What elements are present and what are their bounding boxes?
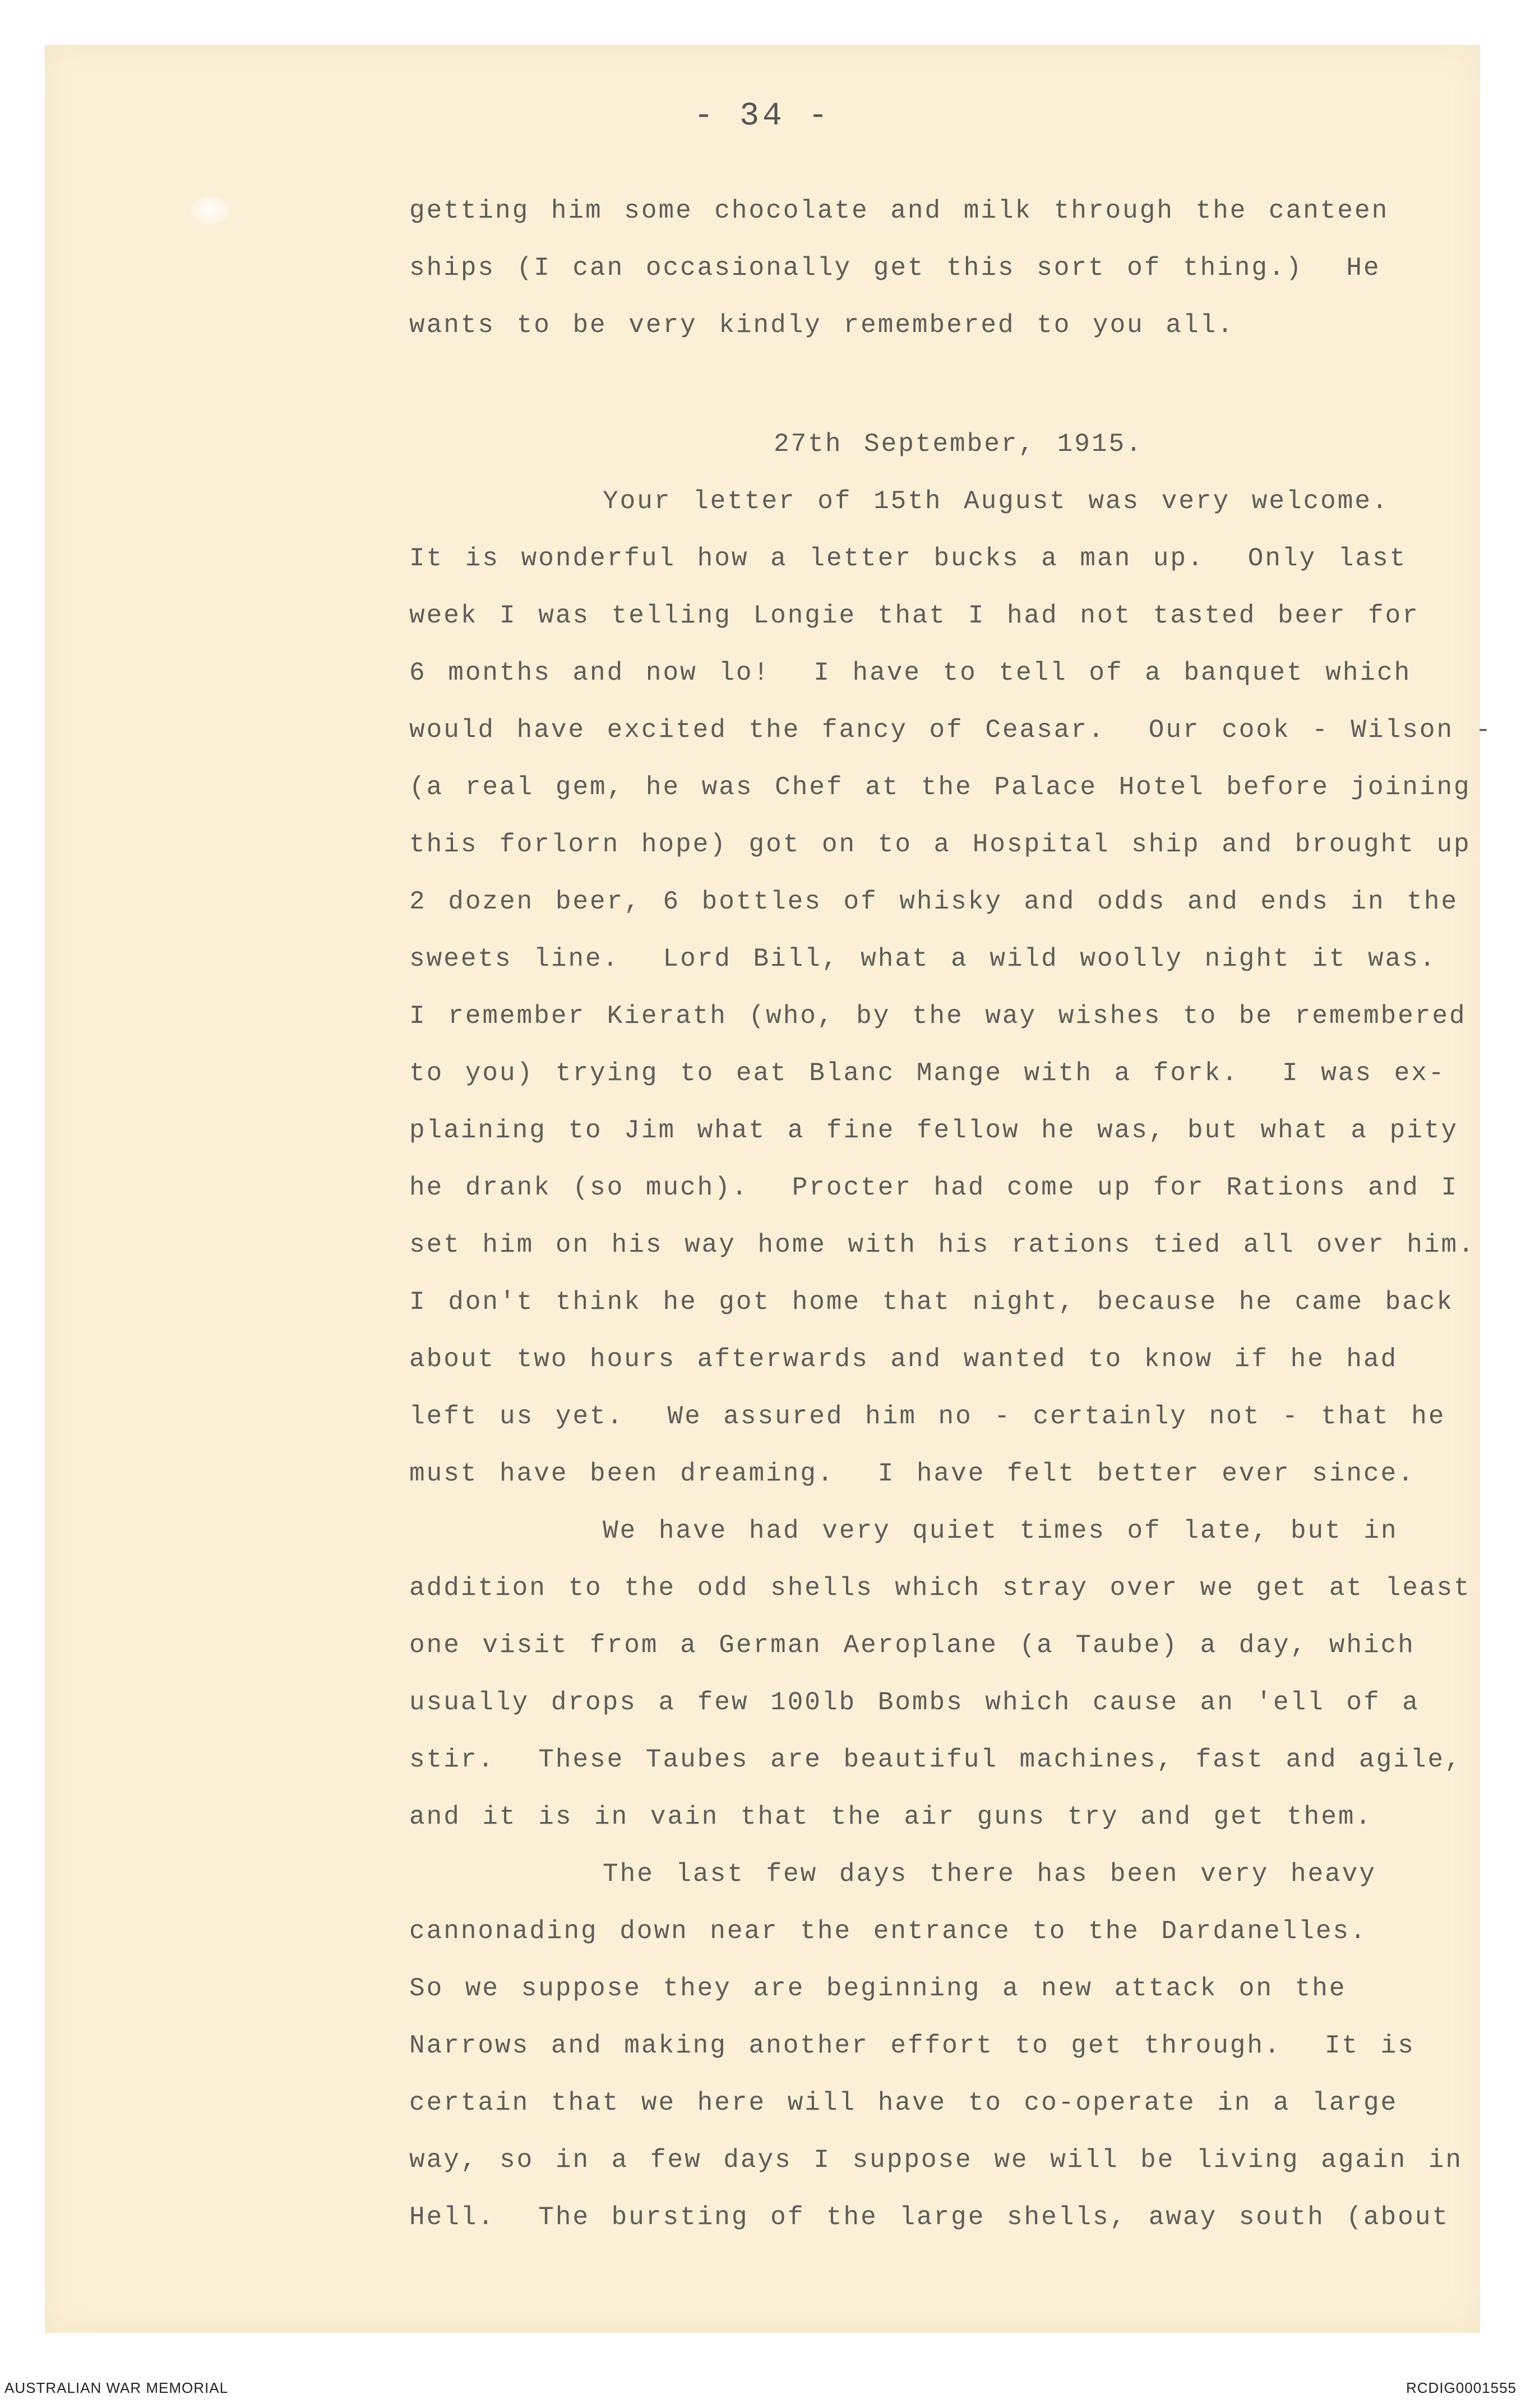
text-line: getting him some chocolate and milk through the canteen bbox=[409, 196, 1389, 225]
text-line: plaining to Jim what a fine fellow he was, but what a pity bbox=[409, 1116, 1459, 1145]
text-line: Hell. The bursting of the large shells, away south (about bbox=[409, 2203, 1450, 2232]
text-line: cannonading down near the entrance to the Dardanelles. bbox=[409, 1917, 1367, 1946]
text-line: usually drops a few 100lb Bombs which cause an 'ell of a bbox=[409, 1688, 1420, 1717]
text-line: he drank (so much). Procter had come up for Rations and I bbox=[409, 1173, 1459, 1202]
text-line: I don't think he got home that night, because he came back bbox=[409, 1288, 1454, 1317]
footer-archive-name: AUSTRALIAN WAR MEMORIAL bbox=[4, 2379, 229, 2396]
text-line: must have been dreaming. I have felt better ever since. bbox=[409, 1459, 1415, 1488]
text-line: set him on his way home with his rations tied all over him. bbox=[409, 1230, 1476, 1260]
text-line: way, so in a few days I suppose we will be living again in bbox=[409, 2146, 1463, 2175]
text-line: would have excited the fancy of Ceasar. Our cook - Wilson - bbox=[409, 716, 1493, 745]
text-line: this forlorn hope) got on to a Hospital ship and brought up bbox=[409, 830, 1471, 859]
text-line: ships (I can occasionally get this sort of thing.) He bbox=[409, 253, 1381, 283]
document-page bbox=[45, 45, 1493, 2333]
text-line: addition to the odd shells which stray over we get at least bbox=[409, 1574, 1471, 1603]
text-line: stir. These Taubes are beautiful machines, fast and agile, bbox=[409, 1745, 1462, 1774]
text-line: It is wonderful how a letter bucks a man up. Only last bbox=[409, 544, 1407, 573]
text-line: to you) trying to eat Blanc Mange with a fork. I was ex- bbox=[409, 1059, 1446, 1088]
text-line: (a real gem, he was Chef at the Palace Hotel before joining bbox=[409, 773, 1471, 802]
text-line: Narrows and making another effort to get through. It is bbox=[409, 2031, 1415, 2060]
letter-date: 27th September, 1915. bbox=[774, 430, 1143, 459]
text-line: 2 dozen beer, 6 bottles of whisky and odds and ends in the bbox=[409, 887, 1459, 916]
text-line: left us yet. We assured him no - certainly not - that he bbox=[409, 1402, 1446, 1431]
text-line: 6 months and now lo! I have to tell of a banquet which bbox=[409, 658, 1412, 688]
text-line: one visit from a German Aeroplane (a Taube) a day, which bbox=[409, 1631, 1415, 1660]
paragraph-start-line: Your letter of 15th August was very welcome. bbox=[603, 487, 1389, 516]
page-number: - 34 - bbox=[694, 98, 831, 135]
paper-smudge bbox=[191, 196, 230, 224]
letter-body bbox=[409, 182, 1493, 2246]
text-line: about two hours afterwards and wanted to know if he had bbox=[409, 1345, 1398, 1374]
text-line: I remember Kierath (who, by the way wishes to be remembered bbox=[409, 1002, 1467, 1031]
paragraph-start-line: The last few days there has been very heavy bbox=[603, 1860, 1376, 1889]
text-line: So we suppose they are beginning a new attack on the bbox=[409, 1974, 1347, 2003]
text-line: wants to be very kindly remembered to you all. bbox=[409, 311, 1235, 340]
text-line: week I was telling Longie that I had not tasted beer for bbox=[409, 601, 1420, 630]
text-line: certain that we here will have to co-operate in a large bbox=[409, 2088, 1398, 2118]
text-line: and it is in vain that the air guns try and get them. bbox=[409, 1802, 1373, 1832]
blank-line bbox=[409, 354, 1474, 416]
paragraph-start-line: We have had very quiet times of late, but in bbox=[603, 1516, 1398, 1546]
footer-catalogue-id: RCDIG0001555 bbox=[1406, 2379, 1517, 2396]
text-line: sweets line. Lord Bill, what a wild woolly night it was. bbox=[409, 944, 1437, 974]
